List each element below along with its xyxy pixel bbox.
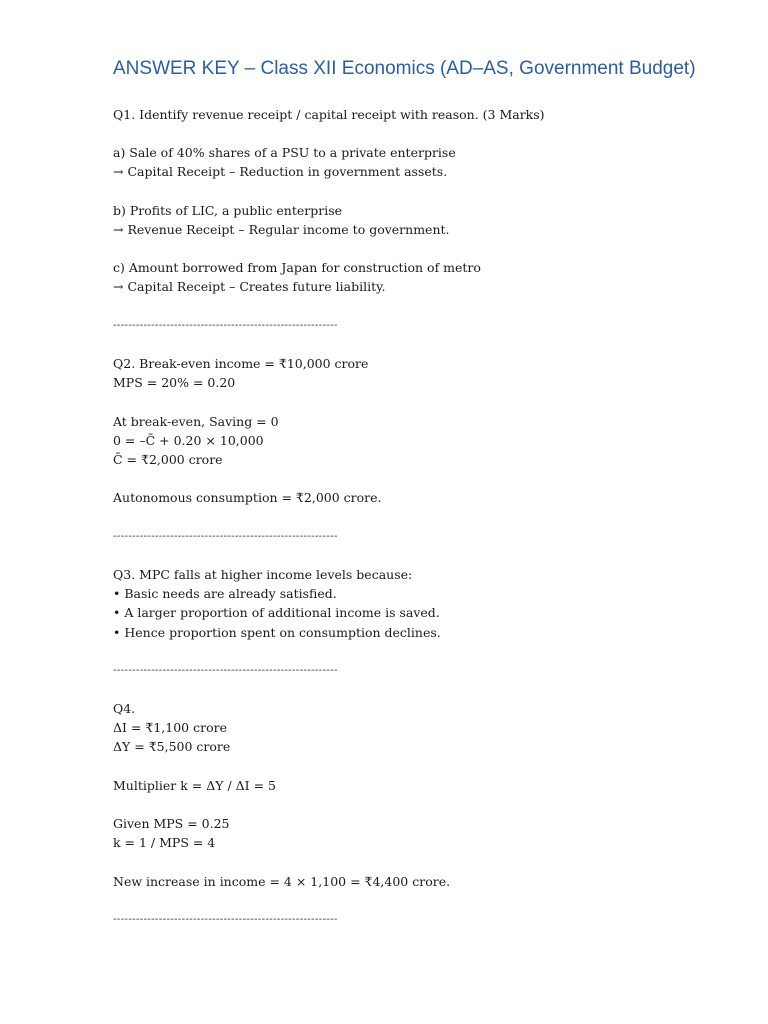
document-title: ANSWER KEY – Class XII Economics (AD–AS, Government Budget) <box>113 58 696 79</box>
q4-line-6: New increase in income = 4 × 1,100 = ₹4,400 crore. <box>113 874 451 889</box>
q2-line-1: Q2. Break-even income = ₹10,000 crore <box>113 356 369 371</box>
q2-line-3: At break-even, Saving = 0 <box>113 414 279 429</box>
q1-c-question: c) Amount borrowed from Japan for construction of metro <box>113 260 481 275</box>
q3-bullet-1: • Basic needs are already satisfied. <box>113 586 337 601</box>
q4-line-3: Multiplier k = ΔY / ΔI = 5 <box>113 778 276 793</box>
q1-b-question: b) Profits of LIC, a public enterprise <box>113 203 343 218</box>
section-separator: ----------------------------------------------------------- <box>113 665 338 676</box>
q3-heading: Q3. MPC falls at higher income levels because: <box>113 567 413 582</box>
section-separator: ----------------------------------------------------------- <box>113 531 338 542</box>
q3-bullet-2: • A larger proportion of additional income is saved. <box>113 605 440 620</box>
q1-c-answer: → Capital Receipt – Creates future liability. <box>113 279 386 294</box>
q4-heading: Q4. <box>113 701 136 716</box>
q4-line-4: Given MPS = 0.25 <box>113 816 230 831</box>
section-separator: ----------------------------------------------------------- <box>113 320 338 331</box>
q1-b-answer: → Revenue Receipt – Regular income to government. <box>113 222 450 237</box>
q1-a-answer: → Capital Receipt – Reduction in government assets. <box>113 164 448 179</box>
q4-line-1: ΔI = ₹1,100 crore <box>113 720 227 735</box>
q2-line-2: MPS = 20% = 0.20 <box>113 375 236 390</box>
q2-line-5: C̄ = ₹2,000 crore <box>113 452 223 467</box>
q2-line-4: 0 = –C̄ + 0.20 × 10,000 <box>113 433 264 448</box>
q4-line-2: ΔY = ₹5,500 crore <box>113 739 231 754</box>
q2-line-6: Autonomous consumption = ₹2,000 crore. <box>113 490 382 505</box>
q3-bullet-3: • Hence proportion spent on consumption declines. <box>113 625 441 640</box>
section-separator: ----------------------------------------------------------- <box>113 914 338 925</box>
q4-line-5: k = 1 / MPS = 4 <box>113 835 216 850</box>
q1-heading: Q1. Identify revenue receipt / capital receipt with reason. (3 Marks) <box>113 107 545 122</box>
q1-a-question: a) Sale of 40% shares of a PSU to a private enterprise <box>113 145 456 160</box>
